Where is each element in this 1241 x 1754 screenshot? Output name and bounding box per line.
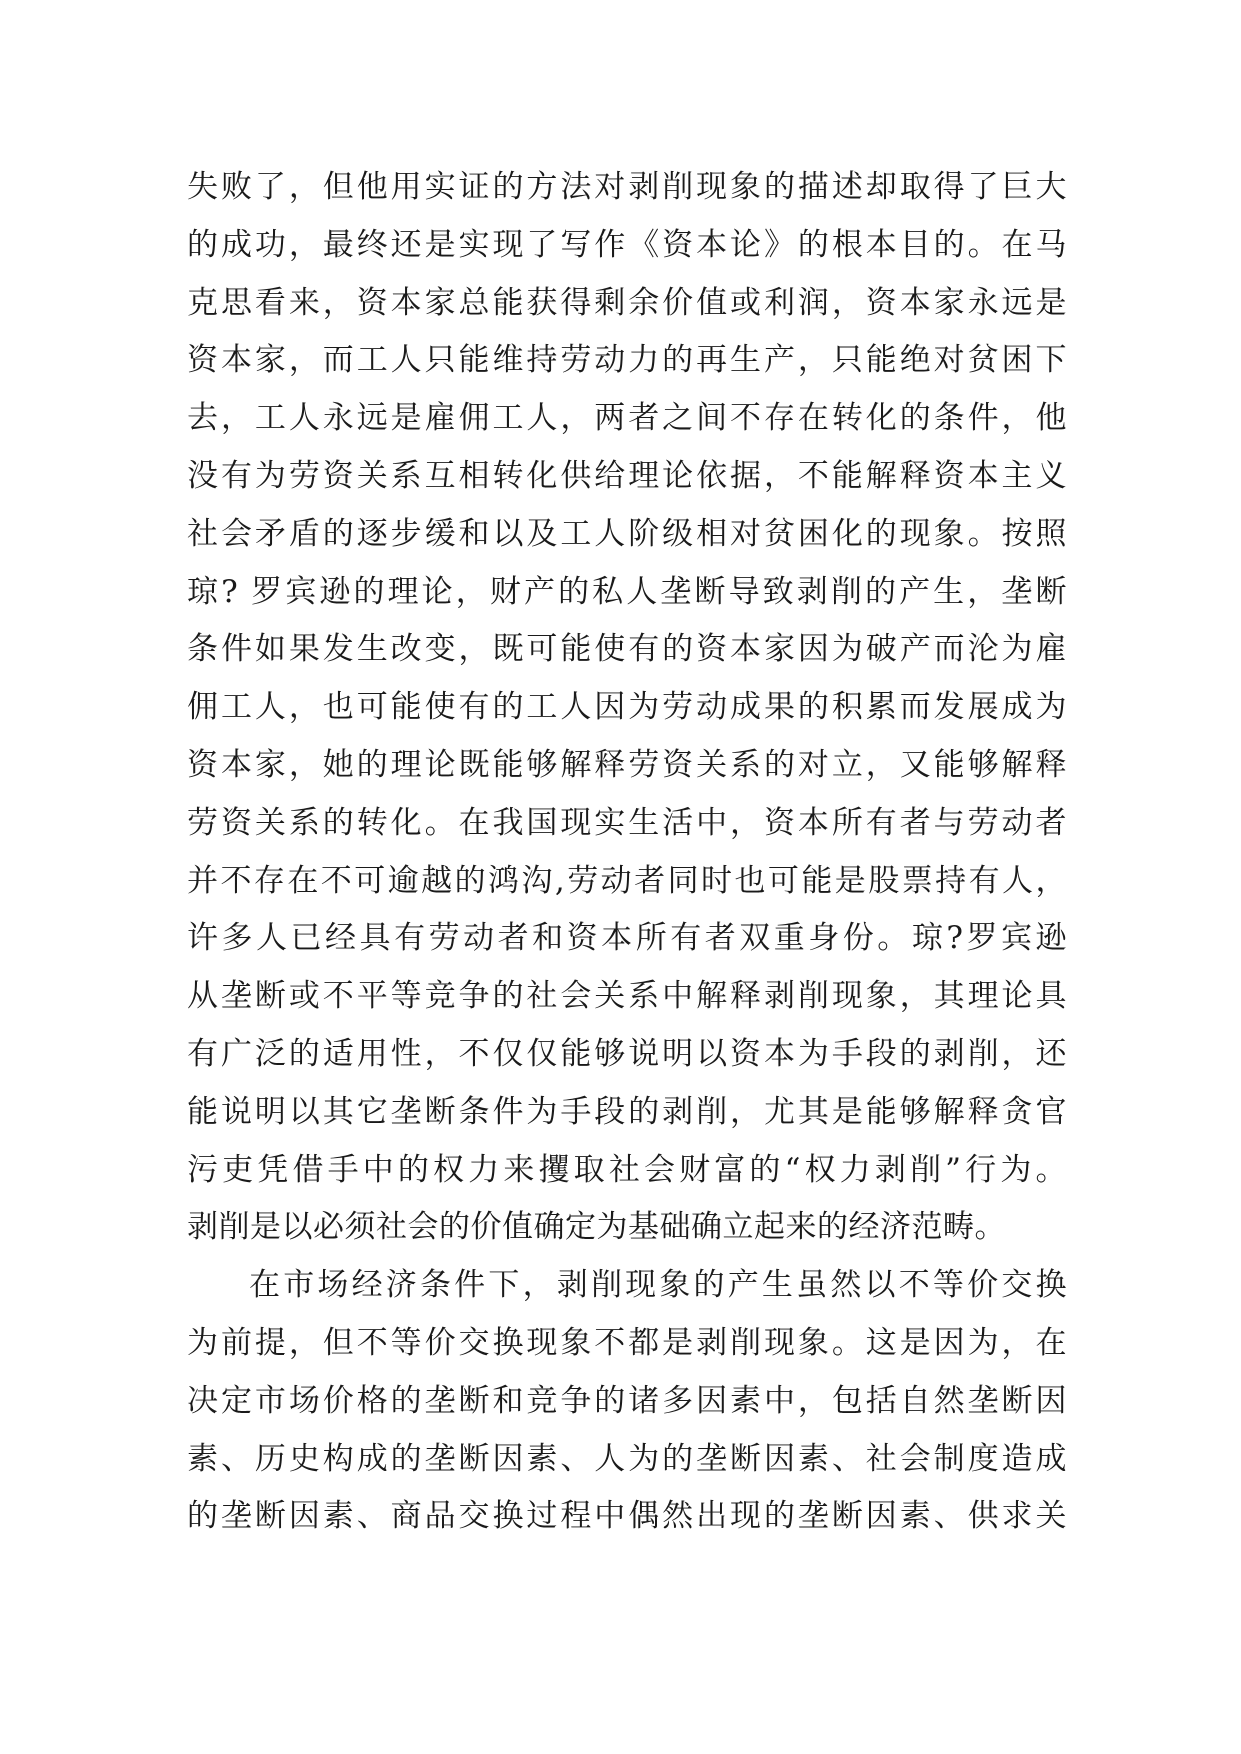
text-line: 克思看来，资本家总能获得剩余价值或利润，资本家永远是: [187, 284, 1067, 321]
text-line: 没有为劳资关系互相转化供给理论依据，不能解释资本主义: [187, 457, 1067, 494]
text-line: 能说明以其它垄断条件为手段的剥削，尤其是能够解释贪官: [187, 1093, 1067, 1130]
text-line: 条件如果发生改变，既可能使有的资本家因为破产而沦为雇: [187, 631, 1067, 668]
text-line: 劳资关系的转化。在我国现实生活中，资本所有者与劳动者: [187, 804, 1067, 841]
text-line: 资本家，她的理论既能够解释劳资关系的对立，又能够解释: [187, 746, 1067, 783]
paragraph-1: [187, 159, 1067, 1257]
body-text: [187, 159, 1067, 1546]
text-line: 失败了，但他用实证的方法对剥削现象的描述却取得了巨大: [187, 169, 1067, 205]
text-line: 琼? 罗宾逊的理论，财产的私人垄断导致剥削的产生，垄断: [187, 573, 1067, 610]
text-line: 有广泛的适用性，不仅仅能够说明以资本为手段的剥削，还: [187, 1035, 1067, 1072]
text-line: 去，工人永远是雇佣工人，两者之间不存在转化的条件，他: [187, 400, 1067, 437]
text-line: 的垄断因素、商品交换过程中偶然出现的垄断因素、供求关: [187, 1498, 1067, 1535]
text-line: 许多人已经具有劳动者和资本所有者双重身份。琼?罗宾逊: [187, 920, 1067, 957]
text-line: 污吏凭借手中的权力来攫取社会财富的“权力剥削”行为。: [187, 1151, 1067, 1188]
text-line: 资本家，而工人只能维持劳动力的再生产，只能绝对贫困下: [187, 342, 1067, 379]
text-line: 素、历史构成的垄断因素、人为的垄断因素、社会制度造成: [187, 1440, 1067, 1477]
paragraph-2: [187, 1257, 1067, 1546]
text-line: 剥削是以必须社会的价值确定为基础确立起来的经济范畴。: [187, 1209, 1006, 1246]
text-line: 在市场经济条件下，剥削现象的产生虽然以不等价交换: [249, 1267, 1067, 1304]
text-line: 社会矛盾的逐步缓和以及工人阶级相对贫困化的现象。按照: [187, 515, 1067, 552]
text-line: 为前提，但不等价交换现象不都是剥削现象。这是因为，在: [187, 1324, 1067, 1361]
text-line: 从垄断或不平等竞争的社会关系中解释剥削现象，其理论具: [187, 978, 1067, 1015]
text-line: 并不存在不可逾越的鸿沟,劳动者同时也可能是股票持有人，: [187, 862, 1067, 899]
text-line: 决定市场价格的垄断和竞争的诸多因素中，包括自然垄断因: [187, 1382, 1067, 1419]
text-line: 佣工人，也可能使有的工人因为劳动成果的积累而发展成为: [187, 689, 1067, 726]
text-line: 的成功，最终还是实现了写作《资本论》的根本目的。在马: [187, 226, 1067, 263]
